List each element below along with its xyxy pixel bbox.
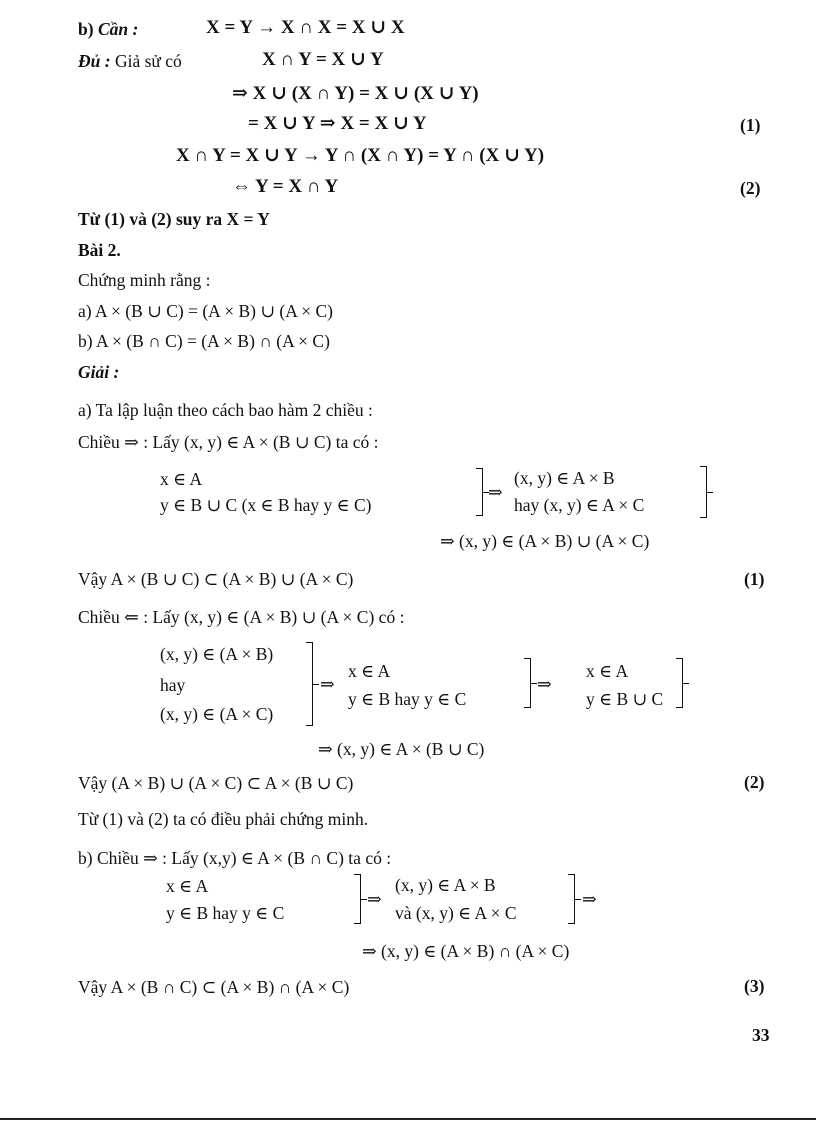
formula-assume: X ∩ Y = X ∪ Y xyxy=(262,49,384,70)
statement-a: a) A × (B ∪ C) = (A × B) ∪ (A × C) xyxy=(78,301,333,321)
implies-arrow: ⇒ xyxy=(537,674,552,694)
prove-text: Chứng minh rằng : xyxy=(78,270,211,290)
premise-y: y ∈ B ∪ C (x ∈ B hay y ∈ C) xyxy=(160,495,372,515)
right-brace xyxy=(676,658,683,708)
right-brace xyxy=(306,642,313,726)
result-x: x ∈ A xyxy=(586,661,629,681)
part-a-intro: a) Ta lập luận theo cách bao hàm 2 chiều : xyxy=(78,400,373,420)
result-ac: và (x, y) ∈ A × C xyxy=(395,903,517,923)
conclusion: Từ (1) và (2) suy ra X = Y xyxy=(78,209,270,229)
result-ab: (x, y) ∈ A × B xyxy=(395,875,496,895)
implies-arrow: ⇒ xyxy=(367,889,382,909)
assume-text: Giả sử có xyxy=(110,51,182,71)
subset-3: Vậy A × (B ∩ C) ⊂ (A × B) ∩ (A × C) xyxy=(78,977,350,997)
label-necessary: Cần : xyxy=(97,19,139,39)
result-ab: (x, y) ∈ A × B xyxy=(514,468,615,488)
line-necessary xyxy=(78,19,138,39)
result-y: y ∈ B ∪ C xyxy=(586,689,664,709)
premise-x: x ∈ A xyxy=(166,876,209,896)
formula-step-3: X ∩ Y = X ∪ Y → Y ∩ (X ∩ Y) = Y ∩ (X ∪ Y) xyxy=(176,145,545,166)
middle-y: y ∈ B hay y ∈ C xyxy=(348,689,467,709)
statement-b: b) A × (B ∩ C) = (A × B) ∩ (A × C) xyxy=(78,331,330,351)
right-brace xyxy=(568,874,575,924)
subset-2: Vậy (A × B) ∪ (A × C) ⊂ A × (B ∪ C) xyxy=(78,773,354,793)
implies-arrow: ⇒ xyxy=(320,674,335,694)
premise-ac: (x, y) ∈ (A × C) xyxy=(160,704,274,724)
label-sufficient: Đủ : xyxy=(78,51,111,71)
right-brace xyxy=(700,466,707,518)
implies-arrow: ⇒ xyxy=(488,482,503,502)
page-number: 33 xyxy=(752,1025,770,1045)
equation-number: (1) xyxy=(744,569,765,589)
line-sufficient xyxy=(78,51,182,71)
formula-step-4: ⇔ Y = X ∩ Y xyxy=(232,176,339,197)
middle-x: x ∈ A xyxy=(348,661,391,681)
equation-number: (1) xyxy=(740,115,761,135)
right-brace xyxy=(354,874,361,924)
premise-y: y ∈ B hay y ∈ C xyxy=(166,903,285,923)
result-intersection: ⇒ (x, y) ∈ (A × B) ∩ (A × C) xyxy=(362,941,570,961)
right-brace xyxy=(524,658,531,708)
qed-text: Từ (1) và (2) ta có điều phải chứng minh. xyxy=(78,809,369,829)
formula-step-1: ⇒ X ∪ (X ∩ Y) = X ∪ (X ∪ Y) xyxy=(232,83,479,104)
exercise-title: Bài 2. xyxy=(78,240,121,260)
equation-number: (3) xyxy=(744,976,765,996)
result-product: ⇒ (x, y) ∈ A × (B ∪ C) xyxy=(318,739,485,759)
premise-x: x ∈ A xyxy=(160,469,203,489)
subset-1: Vậy A × (B ∪ C) ⊂ (A × B) ∪ (A × C) xyxy=(78,569,354,589)
part-b-forward: b) Chiều ⇒ : Lấy (x,y) ∈ A × (B ∩ C) ta có : xyxy=(78,848,392,868)
equation-number: (2) xyxy=(740,178,761,198)
formula-step-2: = X ∪ Y ⇒ X = X ∪ Y xyxy=(248,113,427,134)
solution-heading: Giải : xyxy=(78,362,120,382)
result-ac: hay (x, y) ∈ A × C xyxy=(514,495,645,515)
direction-backward: Chiều ⇐ : Lấy (x, y) ∈ (A × B) ∪ (A × C) có : xyxy=(78,607,405,627)
premise-ab: (x, y) ∈ (A × B) xyxy=(160,644,274,664)
line-prefix: b) xyxy=(78,19,98,39)
bottom-rule xyxy=(0,1118,816,1120)
direction-forward: Chiều ⇒ : Lấy (x, y) ∈ A × (B ∪ C) ta có : xyxy=(78,432,379,452)
right-brace xyxy=(476,468,483,516)
formula-necessary: X = Y → X ∩ X = X ∪ X xyxy=(206,17,405,38)
equation-number: (2) xyxy=(744,772,765,792)
result-union: ⇒ (x, y) ∈ (A × B) ∪ (A × C) xyxy=(440,531,650,551)
premise-or: hay xyxy=(160,675,186,695)
implies-arrow: ⇒ xyxy=(582,889,597,909)
